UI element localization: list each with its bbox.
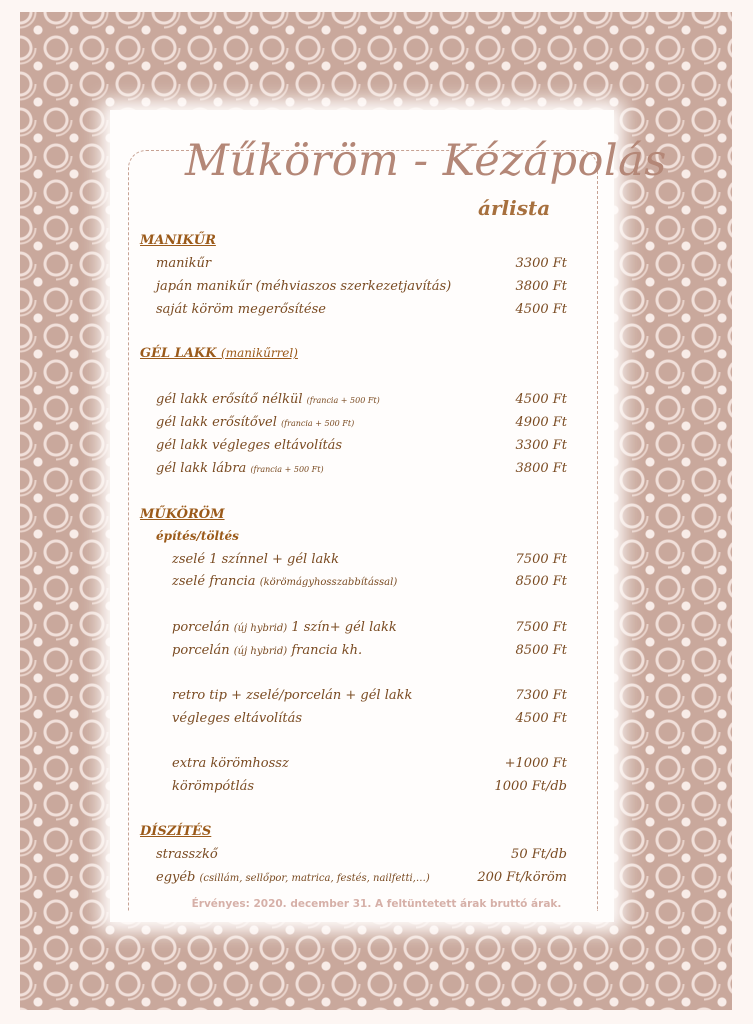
item-price: 7300 Ft bbox=[515, 688, 567, 703]
section-heading-mukorom: MŰKÖRÖM bbox=[140, 507, 225, 522]
section-heading-note: (manikűrrel) bbox=[221, 346, 298, 360]
item-note: (francia + 500 Ft) bbox=[306, 396, 380, 405]
item-price: 8500 Ft bbox=[515, 643, 567, 658]
item-price: 7500 Ft bbox=[515, 552, 567, 567]
list-item: zselé 1 színnel + gél lakk bbox=[172, 552, 340, 567]
section-heading-diszites: DÍSZÍTÉS bbox=[140, 824, 212, 839]
item-price: 3300 Ft bbox=[515, 256, 567, 271]
item-name: zselé francia bbox=[172, 574, 256, 589]
list-item: végleges eltávolítás bbox=[172, 711, 302, 726]
list-item: strasszkő bbox=[156, 847, 218, 862]
item-price: 4500 Ft bbox=[515, 392, 567, 407]
item-name: gél lakk lábra bbox=[156, 461, 247, 476]
list-item bbox=[156, 392, 380, 407]
list-item bbox=[156, 461, 324, 476]
list-item bbox=[172, 643, 362, 658]
item-name: porcelán bbox=[172, 643, 230, 658]
list-item bbox=[172, 620, 397, 635]
item-note: (francia + 500 Ft) bbox=[281, 419, 355, 428]
item-price: 50 Ft/db bbox=[511, 847, 567, 862]
item-name: porcelán bbox=[172, 620, 230, 635]
list-item bbox=[156, 870, 430, 885]
item-note: (új hybrid) bbox=[233, 646, 288, 657]
item-price: 7500 Ft bbox=[515, 620, 567, 635]
item-price: 4500 Ft bbox=[515, 302, 567, 317]
list-item bbox=[172, 574, 397, 589]
list-item: gél lakk végleges eltávolítás bbox=[156, 438, 343, 453]
item-price: 200 Ft/köröm bbox=[477, 870, 567, 885]
item-price: 3800 Ft bbox=[515, 461, 567, 476]
item-price: 3300 Ft bbox=[515, 438, 567, 453]
item-name: gél lakk erősítővel bbox=[156, 415, 277, 430]
section-heading-manikur: MANIKŰR bbox=[140, 233, 216, 248]
item-price: 3800 Ft bbox=[515, 279, 567, 294]
item-price: 1000 Ft/db bbox=[494, 779, 567, 794]
item-note: (körömágyhosszabbítással) bbox=[259, 577, 398, 588]
list-item: japán manikűr (méhviaszos szerkezetjavítás) bbox=[156, 279, 452, 294]
validity-footer: Érvényes: 2020. december 31. A feltüntetett árak bruttó árak. bbox=[191, 898, 562, 910]
item-note: (új hybrid) bbox=[233, 623, 288, 634]
item-price: 8500 Ft bbox=[515, 574, 567, 589]
list-item: manikűr bbox=[156, 256, 212, 271]
item-name-rest: 1 szín+ gél lakk bbox=[291, 620, 397, 635]
list-item: saját köröm megerősítése bbox=[156, 302, 326, 317]
item-name-rest: francia kh. bbox=[291, 643, 363, 658]
item-note: (francia + 500 Ft) bbox=[250, 465, 324, 474]
item-name: gél lakk erősítő nélkül bbox=[156, 392, 303, 407]
page-title: Műköröm - Kézápolás bbox=[185, 136, 667, 186]
item-price: 4900 Ft bbox=[515, 415, 567, 430]
section-heading-gel-lakk bbox=[140, 346, 298, 361]
list-item: extra körömhossz bbox=[172, 756, 289, 771]
section-heading-text: GÉL LAKK bbox=[140, 346, 217, 361]
item-price: +1000 Ft bbox=[504, 756, 567, 771]
list-item: retro tip + zselé/porcelán + gél lakk bbox=[172, 688, 413, 703]
page-subtitle: árlista bbox=[478, 196, 551, 220]
list-item bbox=[156, 415, 354, 430]
item-note: (csillám, sellőpor, matrica, festés, nailfetti,…) bbox=[199, 873, 430, 884]
item-name: egyéb bbox=[156, 870, 196, 885]
list-item: körömpótlás bbox=[172, 779, 255, 794]
section-subheading: építés/töltés bbox=[156, 529, 239, 543]
item-price: 4500 Ft bbox=[515, 711, 567, 726]
